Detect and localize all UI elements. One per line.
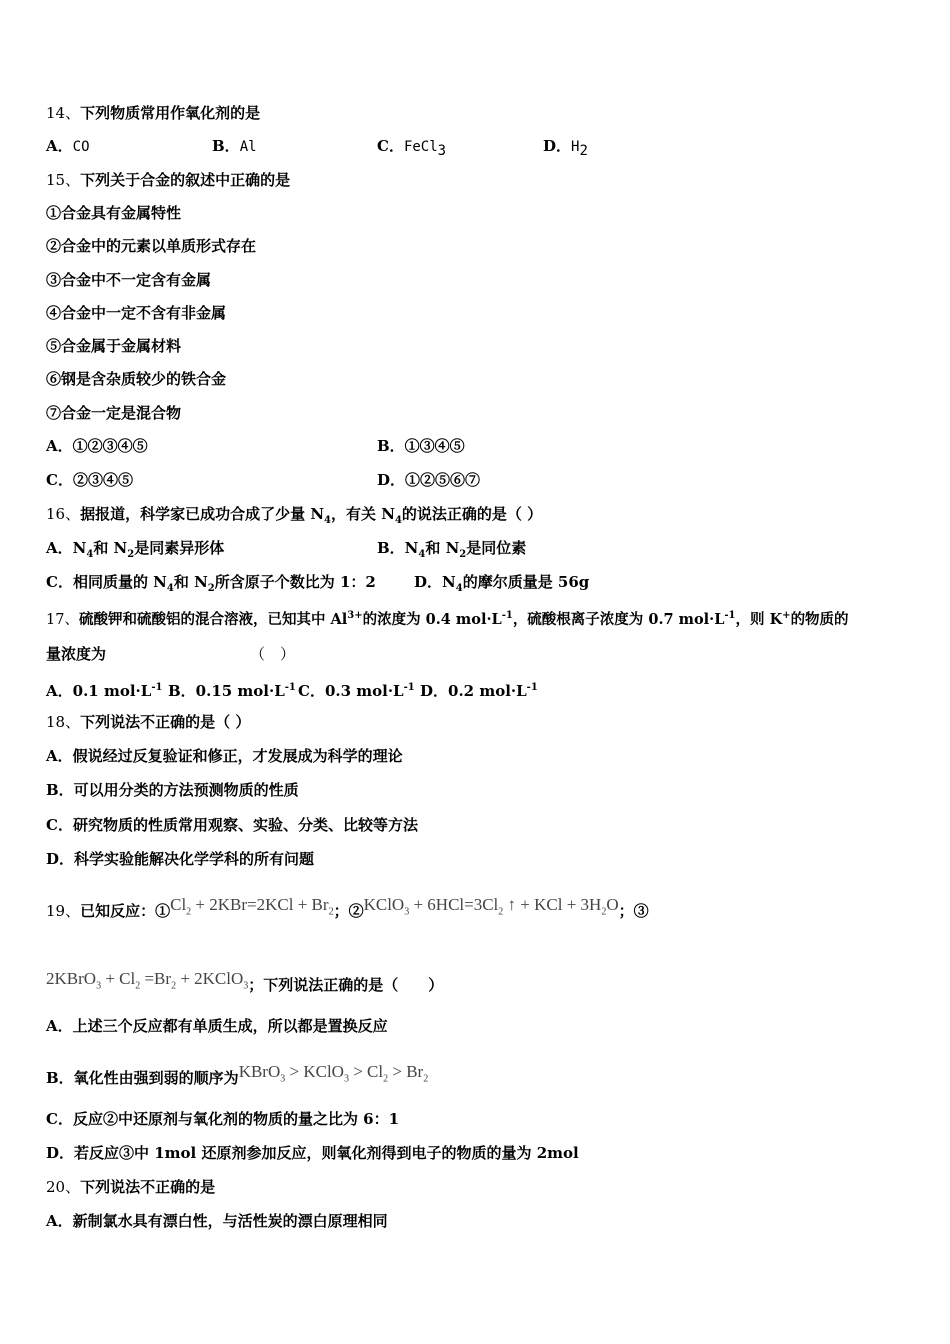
q17-option-c <box>298 678 415 701</box>
q18-number: 18、 <box>46 713 81 731</box>
q20-option-a: A．新制氯水具有漂白性，与活性炭的漂白原理相同 <box>46 1212 388 1230</box>
eq2-t3: 2 <box>498 906 504 918</box>
eq1-t1: 2 <box>186 906 192 918</box>
ord-t3: 3 <box>343 1073 349 1085</box>
q19-equation-2 <box>363 895 619 918</box>
q14-b-text: Al <box>239 139 257 155</box>
q15-option-c: C．②③④⑤ <box>46 471 133 489</box>
q15-statement-6: ⑥钢是含杂质较少的铁合金 <box>46 370 227 388</box>
q16-a-sub2: 2 <box>127 549 135 560</box>
eq2-t0: KClO <box>363 895 405 914</box>
eq3-t0: 2KBrO <box>46 969 97 988</box>
q19-option-c: C．反应②中还原剂与氧化剂的物质的量之比为 6：1 <box>46 1110 400 1128</box>
q15-stem-text: 下列关于合金的叙述中正确的是 <box>80 171 291 189</box>
q17-line2-text: 量浓度为 <box>46 645 107 663</box>
q16-option-c <box>46 572 376 599</box>
q17-b-exp: -1 <box>284 682 296 693</box>
q15-option-b: B．①③④⑤ <box>377 437 465 455</box>
q18-option-c: C．研究物质的性质常用观察、实验、分类、比较等方法 <box>46 816 418 834</box>
q16-option-d <box>414 572 589 599</box>
q16-stem-part3: 的说法正确的是（ ） <box>401 505 543 523</box>
q14-a-text: CO <box>72 139 90 155</box>
q16-b-2: 和 N <box>425 539 460 557</box>
q18-option-b: B．可以用分类的方法预测物质的性质 <box>46 781 299 799</box>
q15-option-d: D．①②⑤⑥⑦ <box>377 471 481 489</box>
q14-stem <box>46 103 260 123</box>
q19-equation-3 <box>46 969 249 992</box>
q19-stem-part2: ；下列说法正确的是（ ） <box>248 976 444 994</box>
eq3-t6: + 2KClO <box>176 969 244 988</box>
q17-part2: 的浓度为 0.4 mol·L <box>362 610 502 628</box>
eq3-t2: + Cl <box>101 969 136 988</box>
q16-c-sub4: 4 <box>166 583 174 594</box>
q14-b-label: B． <box>212 137 240 155</box>
q16-a-2: 和 N <box>93 539 128 557</box>
q19-stem-part1: 已知反应：① <box>80 902 171 920</box>
q14-c-text: FeCl <box>403 139 438 155</box>
q16-number: 16、 <box>46 505 81 523</box>
q14-option-b <box>212 136 257 157</box>
eq2-t2: + 6HCl=3Cl <box>409 895 499 914</box>
q17-a-text: A．0.1 mol·L <box>46 682 152 700</box>
q20-stem-text: 下列说法不正确的是 <box>80 1178 216 1196</box>
q19-b-text: B．氧化性由强到弱的顺序为 <box>46 1069 239 1087</box>
q14-number: 14、 <box>46 104 81 122</box>
q17-part1: 硫酸钾和硫酸铝的混合溶液，已知其中 Al <box>78 610 348 628</box>
q17-al-charge: 3+ <box>347 610 363 621</box>
eq3-t4: =Br <box>140 969 172 988</box>
q16-d-2: 的摩尔质量是 56g <box>462 573 590 591</box>
q17-part3: ，硫酸根离子浓度为 0.7 mol·L <box>512 610 725 628</box>
q17-stem <box>46 606 849 630</box>
q18-stem-text: 下列说法不正确的是（ ） <box>80 713 251 731</box>
q17-k-charge: + <box>782 610 791 621</box>
q14-option-d <box>543 136 588 161</box>
q16-d-1: D．N <box>414 573 456 591</box>
q17-c-text: C．0.3 mol·L <box>298 682 404 700</box>
q16-stem-part2: ，有关 N <box>331 505 395 523</box>
q17-d-text: D．0.2 mol·L <box>420 682 527 700</box>
q16-c-sub2: 2 <box>207 583 215 594</box>
eq3-t3: 2 <box>135 980 141 992</box>
q17-b-text: B．0.15 mol·L <box>168 682 285 700</box>
q16-c-1: C．相同质量的 N <box>46 573 167 591</box>
q16-stem-part1: 据报道，科学家已成功合成了少量 N <box>80 505 325 523</box>
q15-statement-1: ①合金具有金属特性 <box>46 204 182 222</box>
q14-option-c <box>377 136 446 161</box>
q14-a-label: A． <box>46 137 73 155</box>
q17-option-b <box>168 678 296 701</box>
eq3-t5: 2 <box>171 980 177 992</box>
q15-statement-4: ④合金中一定不含有非金属 <box>46 304 227 322</box>
ord-t6: > Br <box>388 1062 424 1081</box>
q16-sub-b: 4 <box>394 515 402 526</box>
q17-option-d <box>420 678 538 701</box>
q14-d-sub: 2 <box>579 143 588 159</box>
q15-statement-3: ③合金中不一定含有金属 <box>46 271 212 289</box>
ord-t0: KBrO <box>238 1062 281 1081</box>
eq2-t6: O <box>606 895 619 914</box>
q16-a-sub4: 4 <box>86 549 94 560</box>
q19-number: 19、 <box>46 902 81 920</box>
q14-c-sub: 3 <box>437 143 447 159</box>
q17-option-a <box>46 678 162 701</box>
q17-part5: 的物质的 <box>790 610 849 628</box>
ord-t2: > KClO <box>285 1062 344 1081</box>
q17-unit-exp-2: -1 <box>724 610 736 621</box>
eq3-t1: 3 <box>96 980 102 992</box>
q19-oxidizing-order <box>238 1062 429 1085</box>
q16-sub-a: 4 <box>324 515 331 526</box>
q19-sep-3: ；③ <box>618 902 649 920</box>
q17-number: 17、 <box>46 611 79 628</box>
eq2-t4: ↑ + KCl + 3H <box>503 895 602 914</box>
eq3-t7: 3 <box>243 980 249 992</box>
ord-t4: > Cl <box>348 1062 384 1081</box>
q19-option-b <box>46 1062 428 1089</box>
q16-stem <box>46 504 542 531</box>
q18-stem <box>46 712 250 732</box>
q20-number: 20、 <box>46 1178 81 1196</box>
q18-option-d: D．科学实验能解决化学学科的所有问题 <box>46 850 315 868</box>
q19-option-d: D．若反应③中 1mol 还原剂参加反应，则氧化剂得到电子的物质的量为 2mol <box>46 1144 579 1162</box>
q16-a-1: A．N <box>46 539 87 557</box>
q17-stem-line2 <box>46 644 106 664</box>
q16-c-3: 所含原子个数比为 1：2 <box>214 573 376 591</box>
ord-t7: 2 <box>423 1073 429 1085</box>
q19-stem-line2 <box>46 969 443 996</box>
q16-b-3: 是同位素 <box>466 539 527 557</box>
q16-b-sub4: 4 <box>418 549 426 560</box>
ord-t1: 3 <box>280 1073 286 1085</box>
q15-option-a: A．①②③④⑤ <box>46 437 148 455</box>
q19-equation-1 <box>170 895 334 918</box>
q15-statement-2: ②合金中的元素以单质形式存在 <box>46 237 257 255</box>
ord-t5: 2 <box>383 1073 389 1085</box>
q17-unit-exp-1: -1 <box>501 610 513 621</box>
q19-option-a: A．上述三个反应都有单质生成，所以都是置换反应 <box>46 1017 388 1035</box>
q15-statement-5: ⑤合金属于金属材料 <box>46 337 182 355</box>
q16-c-2: 和 N <box>173 573 208 591</box>
q15-number: 15、 <box>46 171 81 189</box>
q17-a-exp: -1 <box>151 682 163 693</box>
eq1-t2: + 2KBr=2KCl + Br <box>191 895 329 914</box>
q20-stem <box>46 1177 215 1197</box>
q16-option-b <box>377 538 526 565</box>
eq1-t0: Cl <box>170 895 187 914</box>
eq2-t1: 3 <box>404 906 410 918</box>
q16-option-a <box>46 538 224 565</box>
q17-part4: ，则 K <box>735 610 783 628</box>
q14-c-label: C． <box>377 137 404 155</box>
q17-c-exp: -1 <box>403 682 415 693</box>
q19-sep-2: ；② <box>333 902 364 920</box>
q16-d-sub4: 4 <box>455 583 463 594</box>
q19-stem <box>46 895 649 922</box>
q14-d-label: D． <box>543 137 572 155</box>
eq2-t5: 2 <box>601 906 607 918</box>
q16-b-1: B．N <box>377 539 419 557</box>
q18-option-a: A．假说经过反复验证和修正，才发展成为科学的理论 <box>46 747 403 765</box>
q15-stem <box>46 170 290 190</box>
q17-d-exp: -1 <box>526 682 538 693</box>
eq1-t3: 2 <box>328 906 334 918</box>
q16-b-sub2: 2 <box>459 549 467 560</box>
q17-answer-paren: （ ） <box>250 645 296 663</box>
q14-stem-text: 下列物质常用作氧化剂的是 <box>80 104 261 122</box>
q14-option-a <box>46 136 90 157</box>
q16-a-3: 是同素异形体 <box>134 539 225 557</box>
q14-d-text: H <box>571 139 580 155</box>
q15-statement-7: ⑦合金一定是混合物 <box>46 404 182 422</box>
